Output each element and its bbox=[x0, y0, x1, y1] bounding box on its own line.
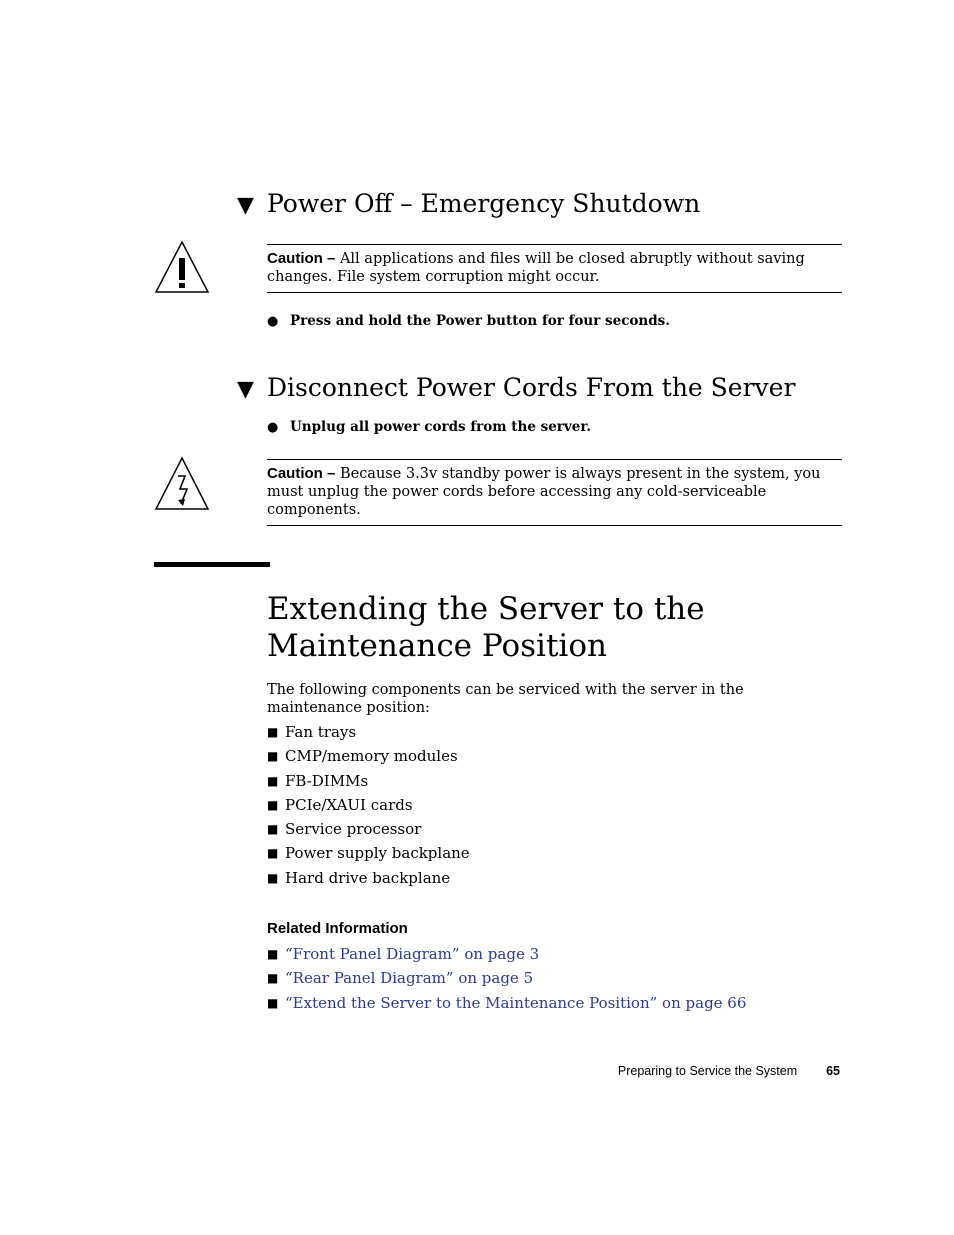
step-item bbox=[267, 313, 670, 329]
list-item: ■ Power supply backplane bbox=[267, 844, 470, 863]
caution-box bbox=[267, 244, 842, 293]
square-bullet-icon: ■ bbox=[267, 870, 279, 885]
list-item: ■ PCIe/XAUI cards bbox=[267, 795, 413, 814]
intro-paragraph: The following components can be serviced with the server in the maintenance position: bbox=[267, 682, 744, 716]
triangle-marker-icon: ▼ bbox=[237, 193, 254, 218]
square-bullet-icon: ■ bbox=[267, 846, 279, 861]
related-links-list bbox=[267, 944, 746, 1017]
procedure-heading-disconnect bbox=[237, 374, 795, 404]
caution-label: Caution – bbox=[267, 465, 336, 482]
electrical-hazard-icon bbox=[154, 456, 210, 512]
caution-box bbox=[267, 459, 842, 526]
list-item bbox=[267, 993, 746, 1017]
list-item bbox=[267, 944, 746, 968]
list-item: ■ Hard drive backplane bbox=[267, 868, 451, 887]
square-bullet-icon: ■ bbox=[267, 995, 279, 1010]
square-bullet-icon: ■ bbox=[267, 749, 279, 764]
related-link-rear-panel[interactable]: “Rear Panel Diagram” on page 5 bbox=[285, 969, 534, 988]
square-bullet-icon: ■ bbox=[267, 971, 279, 986]
caution-label: Caution – bbox=[267, 250, 336, 267]
list-item: ■ Fan trays bbox=[267, 723, 357, 741]
components-list bbox=[267, 722, 470, 892]
footer-section-name: Preparing to Service the System bbox=[617, 1064, 798, 1078]
page-number: 65 bbox=[826, 1064, 840, 1078]
step-text: Unplug all power cords from the server. bbox=[290, 419, 591, 435]
square-bullet-icon: ■ bbox=[267, 947, 279, 961]
section-rule bbox=[154, 562, 270, 567]
related-link-front-panel[interactable]: “Front Panel Diagram” on page 3 bbox=[285, 945, 540, 963]
page-title: Extending the Server to the Maintenance Position bbox=[267, 591, 705, 664]
list-item: ■ CMP/memory modules bbox=[267, 747, 458, 766]
step-text: Press and hold the Power button for four seconds. bbox=[290, 313, 670, 329]
triangle-marker-icon: ▼ bbox=[237, 377, 254, 402]
procedure-title: Disconnect Power Cords From the Server bbox=[267, 373, 796, 402]
warning-exclamation-icon bbox=[154, 240, 210, 294]
square-bullet-icon: ■ bbox=[267, 822, 279, 837]
page-footer bbox=[618, 1064, 840, 1078]
procedure-heading-power-off bbox=[237, 190, 700, 220]
square-bullet-icon: ■ bbox=[267, 773, 279, 788]
square-bullet-icon: ■ bbox=[267, 797, 279, 812]
list-item: ■ Service processor bbox=[267, 820, 422, 839]
related-information-heading: Related Information bbox=[267, 920, 408, 937]
step-bullet-icon: ● bbox=[267, 420, 279, 435]
caution-text: Because 3.3v standby power is always present in the system, you must unplug the power cords before accessing any cold-serviceable components. bbox=[267, 466, 821, 518]
step-bullet-icon: ● bbox=[267, 314, 279, 329]
step-item bbox=[267, 419, 591, 435]
square-bullet-icon: ■ bbox=[267, 725, 279, 739]
related-link-extend-server[interactable]: “Extend the Server to the Maintenance Position” on page 66 bbox=[285, 993, 747, 1012]
list-item: ■ FB-DIMMs bbox=[267, 771, 369, 790]
list-item bbox=[267, 968, 746, 992]
procedure-title: Power Off – Emergency Shutdown bbox=[267, 189, 701, 218]
caution-text: All applications and files will be closed abruptly without saving changes. File system corruption might occur. bbox=[267, 251, 805, 285]
